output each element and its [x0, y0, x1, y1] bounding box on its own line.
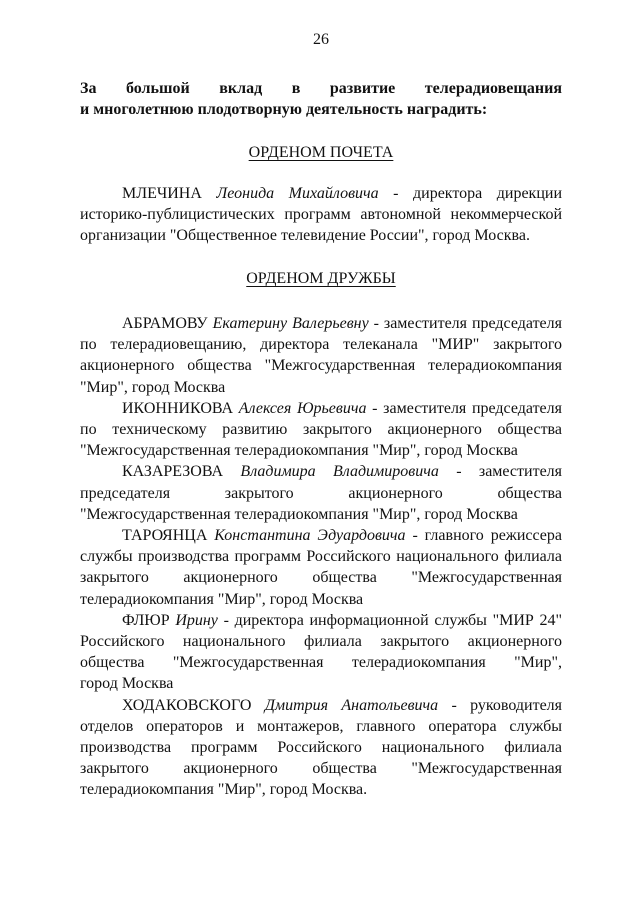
awardee-position: - заместителя — [438, 463, 562, 481]
awardee-position: - директора дирекции — [378, 185, 562, 202]
entry-line: Российского национального филиала закрытого акционерного — [80, 633, 562, 651]
entry-line: телерадиокомпания "Мир", город Москва. — [80, 781, 368, 799]
entry-line: производства программ Российского национального филиала — [80, 739, 562, 757]
section-heading-text: ОРДЕНОМ ДРУЖБЫ — [246, 270, 396, 287]
entry-line: по техническому развитию закрытого акционерного общества — [80, 421, 562, 439]
awardee-surname: ТАРОЯНЦА — [122, 527, 208, 545]
section-heading-order-of-friendship — [80, 269, 562, 289]
entry-first-line — [80, 398, 562, 419]
award-list — [80, 313, 562, 801]
awardee-position: - директора информационной службы "МИР 24" — [217, 611, 562, 629]
awardee-names: Леонида Михайловича — [216, 185, 379, 202]
awardee-surname: ФЛЮР — [122, 611, 170, 629]
entry-first-line — [80, 610, 562, 631]
award-entry — [80, 398, 562, 462]
award-entry — [80, 183, 562, 247]
awardee-names: Ирину — [175, 611, 218, 629]
entry-line: город Москва — [80, 675, 174, 693]
entry-first-line — [80, 183, 562, 204]
award-entry — [80, 610, 562, 695]
awardee-names: Владимира Владимировича — [240, 463, 439, 481]
awardee-surname: МЛЕЧИНА — [122, 185, 202, 202]
awardee-names: Алексея Юрьевича — [238, 399, 367, 417]
section-heading-text: ОРДЕНОМ ПОЧЕТА — [248, 144, 394, 161]
awardee-surname: ХОДАКОВСКОГО — [122, 696, 252, 714]
awardee-position: - руководителя — [438, 696, 562, 714]
award-entry — [80, 461, 562, 525]
entry-line: "Межгосударственная телерадиокомпания "Мир", город Москва — [80, 442, 518, 460]
award-entry — [80, 525, 562, 610]
awardee-position: - заместителя председателя — [368, 315, 562, 332]
entry-line: службы производства программ Российского национального филиала — [80, 548, 562, 566]
awardee-position: - главного режиссера — [405, 527, 562, 545]
entry-first-line — [80, 525, 562, 546]
awardee-names: Дмитрия Анатольевича — [264, 696, 439, 714]
entry-line: общества "Межгосударственная телерадиокомпания "Мир", — [80, 654, 562, 672]
intro-line: За большой вклад в развитие телерадиовещания — [80, 80, 562, 97]
entry-line: организации "Общественное телевидение России", город Москва. — [80, 227, 530, 245]
entry-first-line — [80, 461, 562, 482]
section-heading-order-of-honor — [80, 143, 562, 163]
awardee-surname: КАЗАРЕЗОВА — [122, 463, 224, 481]
entry-line: "Межгосударственная телерадиокомпания "Мир", город Москва — [80, 505, 518, 523]
entry-line: закрытого акционерного общества "Межгосударственная — [80, 760, 562, 778]
entry-line: акционерного общества "Межгосударственная телерадиокомпания — [80, 357, 562, 375]
entry-line: историко-публицистических программ автономной некоммерческой — [80, 206, 562, 224]
awardee-names: Константина Эдуардовича — [214, 527, 406, 545]
award-entry — [80, 313, 562, 398]
entry-first-line — [80, 313, 562, 334]
entry-line: отделов операторов и монтажеров, главного оператора службы — [80, 717, 562, 735]
awardee-surname: ИКОННИКОВА — [122, 399, 234, 417]
awardee-position: - заместителя председателя — [366, 399, 562, 417]
awardee-surname: АБРАМОВУ — [122, 315, 208, 332]
page-number: 26 — [313, 31, 329, 48]
entry-line: телерадиокомпания "Мир", город Москва — [80, 590, 364, 608]
entry-line: закрытого акционерного общества "Межгосударственная — [80, 569, 562, 587]
entry-line: "Мир", город Москва — [80, 378, 226, 396]
award-entry — [80, 695, 562, 801]
award-intro — [80, 78, 562, 120]
intro-line: и многолетнюю плодотворную деятельность наградить: — [80, 101, 488, 118]
entry-line: председателя закрытого акционерного общества — [80, 484, 562, 502]
entry-line: по телерадиовещанию, директора телеканала "МИР" закрытого — [80, 336, 562, 354]
awardee-names: Екатерину Валерьевну — [212, 315, 369, 332]
entry-first-line — [80, 695, 562, 716]
